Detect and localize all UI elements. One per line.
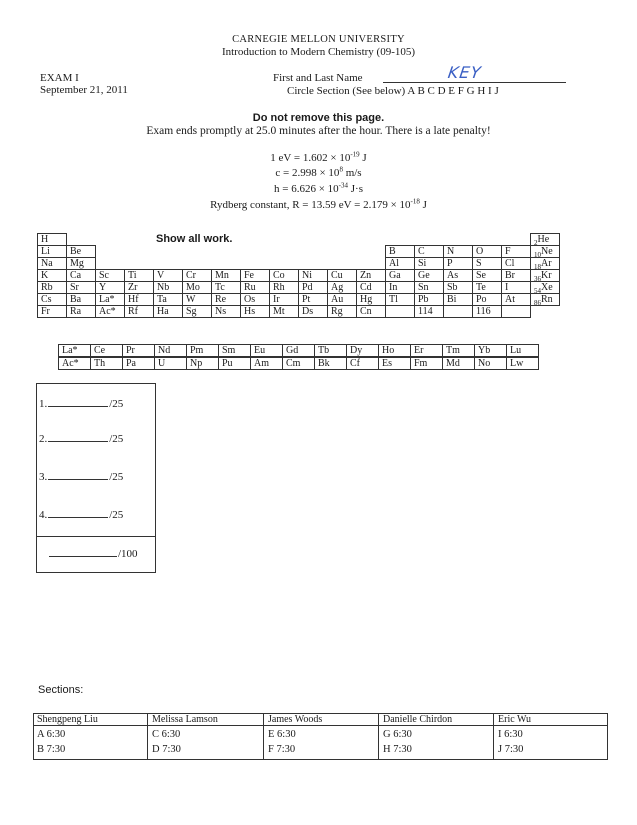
section-time-b[interactable]: B 7:30 — [37, 744, 66, 755]
element-symbol: Ne — [541, 246, 553, 257]
element-cell: Cr — [182, 269, 212, 282]
element-cell: Sc — [95, 269, 125, 282]
exam-date: September 21, 2011 — [40, 84, 128, 96]
element-cell: Zn — [356, 269, 386, 282]
f-element-cell: Nd — [154, 344, 187, 357]
element-cell: K — [37, 269, 67, 282]
element-cell: Rh — [269, 281, 299, 294]
element-cell: Fe — [240, 269, 270, 282]
element-cell: Mt — [269, 305, 299, 318]
element-cell: Ds — [298, 305, 328, 318]
name-line[interactable] — [383, 82, 566, 83]
element-cell: Br — [501, 269, 531, 282]
f-element-cell: Tb — [314, 344, 347, 357]
section-time-a[interactable]: G 6:30 — [383, 729, 412, 740]
element-cell: N — [443, 245, 473, 258]
section-time-b[interactable]: D 7:30 — [152, 744, 181, 755]
element-cell: Sr — [66, 281, 96, 294]
atomic-number: 36 — [534, 275, 541, 283]
element-cell: W — [182, 293, 212, 306]
element-symbol: Xe — [541, 282, 553, 293]
score-q4: 4. /25 — [39, 509, 124, 521]
atomic-number: 2 — [534, 239, 538, 247]
element-cell: La* — [95, 293, 125, 306]
atomic-number: 18 — [534, 263, 541, 271]
exam-info — [40, 72, 128, 96]
element-cell: Hg — [356, 293, 386, 306]
f-element-cell: Eu — [250, 344, 283, 357]
section-instructor: Eric Wu — [494, 713, 608, 726]
f-element-cell: Md — [442, 357, 475, 370]
element-cell: Se — [472, 269, 502, 282]
element-cell: Rf — [124, 305, 154, 318]
element-cell: Te — [472, 281, 502, 294]
score-total: /100 — [48, 548, 138, 560]
element-cell: Ir — [269, 293, 299, 306]
f-element-cell: Gd — [282, 344, 315, 357]
show-work-text: Show all work. — [156, 233, 233, 245]
section-instructor: James Woods — [264, 713, 379, 726]
element-cell: Hs — [240, 305, 270, 318]
element-cell: Pb — [414, 293, 444, 306]
score-q2: 2. /25 — [39, 433, 124, 445]
element-cell: Sb — [443, 281, 473, 294]
exam-label: EXAM I — [40, 72, 79, 84]
element-cell: Po — [472, 293, 502, 306]
f-element-cell: La* — [58, 344, 91, 357]
element-cell: Re — [211, 293, 241, 306]
element-cell: Ra — [66, 305, 96, 318]
element-cell: 114 — [414, 305, 444, 318]
element-cell: Ti — [124, 269, 154, 282]
f-element-cell: Cf — [346, 357, 379, 370]
element-cell: B — [385, 245, 415, 258]
element-cell: Cl — [501, 257, 531, 270]
element-cell: At — [501, 293, 531, 306]
element-cell: Al — [385, 257, 415, 270]
element-cell: Os — [240, 293, 270, 306]
f-element-cell: Tm — [442, 344, 475, 357]
element-cell: Ca — [66, 269, 96, 282]
element-cell: Ni — [298, 269, 328, 282]
element-cell: Au — [327, 293, 357, 306]
section-instructor: Danielle Chirdon — [379, 713, 494, 726]
section-time-a[interactable]: A 6:30 — [37, 729, 66, 740]
element-cell: V — [153, 269, 183, 282]
element-symbol: Kr — [541, 270, 552, 281]
element-cell: Ge — [414, 269, 444, 282]
element-cell: In — [385, 281, 415, 294]
f-element-cell: Yb — [474, 344, 507, 357]
element-cell: Ga — [385, 269, 415, 282]
element-cell: Si — [414, 257, 444, 270]
f-element-cell: Cm — [282, 357, 315, 370]
f-element-cell: Lw — [506, 357, 539, 370]
score-blank[interactable] — [48, 406, 108, 407]
f-element-cell: No — [474, 357, 507, 370]
element-cell: Pt — [298, 293, 328, 306]
element-cell: Ag — [327, 281, 357, 294]
score-q1: 1. /25 — [39, 398, 124, 410]
element-cell: Zr — [124, 281, 154, 294]
section-time-b[interactable]: H 7:30 — [383, 744, 412, 755]
element-cell: Mg — [66, 257, 96, 270]
const-c: $c = 2.998 \times 10^8$ m/s — [275, 165, 362, 179]
element-symbol: Rn — [541, 294, 553, 305]
f-element-cell: Fm — [410, 357, 443, 370]
element-cell: H — [37, 233, 67, 246]
f-element-cell: Th — [90, 357, 123, 370]
element-cell: Ru — [240, 281, 270, 294]
element-cell: Cd — [356, 281, 386, 294]
atomic-number: 10 — [534, 251, 541, 259]
element-cell: Rg — [327, 305, 357, 318]
section-time-b[interactable]: F 7:30 — [268, 744, 296, 755]
atomic-number: 54 — [534, 287, 541, 295]
element-cell: Ba — [66, 293, 96, 306]
element-cell: Cu — [327, 269, 357, 282]
score-blank[interactable] — [49, 556, 117, 557]
university-title: CARNEGIE MELLON UNIVERSITY — [232, 34, 405, 45]
f-element-cell: Ho — [378, 344, 411, 357]
element-cell: Co — [269, 269, 299, 282]
notice-title: Do not remove this page. — [252, 112, 385, 124]
element-cell: Be — [66, 245, 96, 258]
element-cell: Mo — [182, 281, 212, 294]
section-time-a[interactable]: I 6:30 — [498, 729, 523, 740]
section-instructor: Melissa Lamson — [148, 713, 264, 726]
element-cell: Bi — [443, 293, 473, 306]
element-cell: Ha — [153, 305, 183, 318]
element-cell: C — [414, 245, 444, 258]
f-element-cell: Pa — [122, 357, 155, 370]
f-element-cell: Pr — [122, 344, 155, 357]
noble-gas-cell — [530, 293, 560, 306]
section-instructor: Shengpeng Liu — [33, 713, 148, 726]
element-cell: I — [501, 281, 531, 294]
element-cell — [443, 305, 473, 318]
f-element-cell: Np — [186, 357, 219, 370]
score-q3: 3. /25 — [39, 471, 124, 483]
section-time-a[interactable]: C 6:30 — [152, 729, 181, 740]
element-cell — [385, 305, 415, 318]
element-symbol: Ar — [541, 258, 552, 269]
score-blank[interactable] — [48, 441, 108, 442]
element-cell: O — [472, 245, 502, 258]
f-element-cell: Es — [378, 357, 411, 370]
element-cell: Hf — [124, 293, 154, 306]
score-separator — [36, 536, 156, 537]
handwritten-name: KEY — [446, 63, 483, 82]
f-element-cell: Lu — [506, 344, 539, 357]
section-time-a[interactable]: E 6:30 — [268, 729, 296, 740]
name-label: First and Last Name — [273, 72, 363, 84]
element-cell: Cn — [356, 305, 386, 318]
element-cell: Rb — [37, 281, 67, 294]
atomic-number: 86 — [534, 299, 541, 307]
f-element-cell: Pm — [186, 344, 219, 357]
const-rydberg: Rydberg constant, R = 13.59 eV = $2.179 \times 10^{-18}$ J — [210, 197, 427, 211]
const-ev: 1 eV = $1.602 \times 10^{-19}$ J — [270, 150, 367, 164]
f-element-cell: U — [154, 357, 187, 370]
f-element-cell: Ac* — [58, 357, 91, 370]
notice-text: Exam ends promptly at 25.0 minutes after the hour. There is a late penalty! — [146, 125, 491, 137]
element-symbol: He — [537, 234, 550, 245]
f-element-cell: Ce — [90, 344, 123, 357]
const-h: $h = 6.626 \times 10^{-34}$ J·s — [274, 181, 363, 195]
course-title: Introduction to Modern Chemistry (09-105) — [221, 46, 416, 58]
f-element-cell: Dy — [346, 344, 379, 357]
element-cell: Sg — [182, 305, 212, 318]
circle-section-text: Circle Section (See below) A B C D E F G H I J — [287, 85, 499, 97]
element-cell: Ac* — [95, 305, 125, 318]
element-cell: Ns — [211, 305, 241, 318]
element-cell: Cs — [37, 293, 67, 306]
element-cell: Y — [95, 281, 125, 294]
element-cell: Sn — [414, 281, 444, 294]
element-cell: Tl — [385, 293, 415, 306]
element-cell — [501, 305, 531, 318]
element-cell: Fr — [37, 305, 67, 318]
f-element-cell: Bk — [314, 357, 347, 370]
element-cell: Li — [37, 245, 67, 258]
element-cell: Tc — [211, 281, 241, 294]
element-cell: Mn — [211, 269, 241, 282]
section-time-b[interactable]: J 7:30 — [498, 744, 524, 755]
element-cell: Pd — [298, 281, 328, 294]
element-cell: Nb — [153, 281, 183, 294]
element-cell: Ta — [153, 293, 183, 306]
f-element-cell: Sm — [218, 344, 251, 357]
score-blank[interactable] — [48, 479, 108, 480]
element-cell: Na — [37, 257, 67, 270]
element-cell: P — [443, 257, 473, 270]
f-element-cell: Am — [250, 357, 283, 370]
f-element-cell: Er — [410, 344, 443, 357]
element-cell: S — [472, 257, 502, 270]
score-blank[interactable] — [48, 517, 108, 518]
element-cell: 116 — [472, 305, 502, 318]
sections-label: Sections: — [38, 684, 84, 696]
element-cell: F — [501, 245, 531, 258]
element-cell: As — [443, 269, 473, 282]
f-element-cell: Pu — [218, 357, 251, 370]
